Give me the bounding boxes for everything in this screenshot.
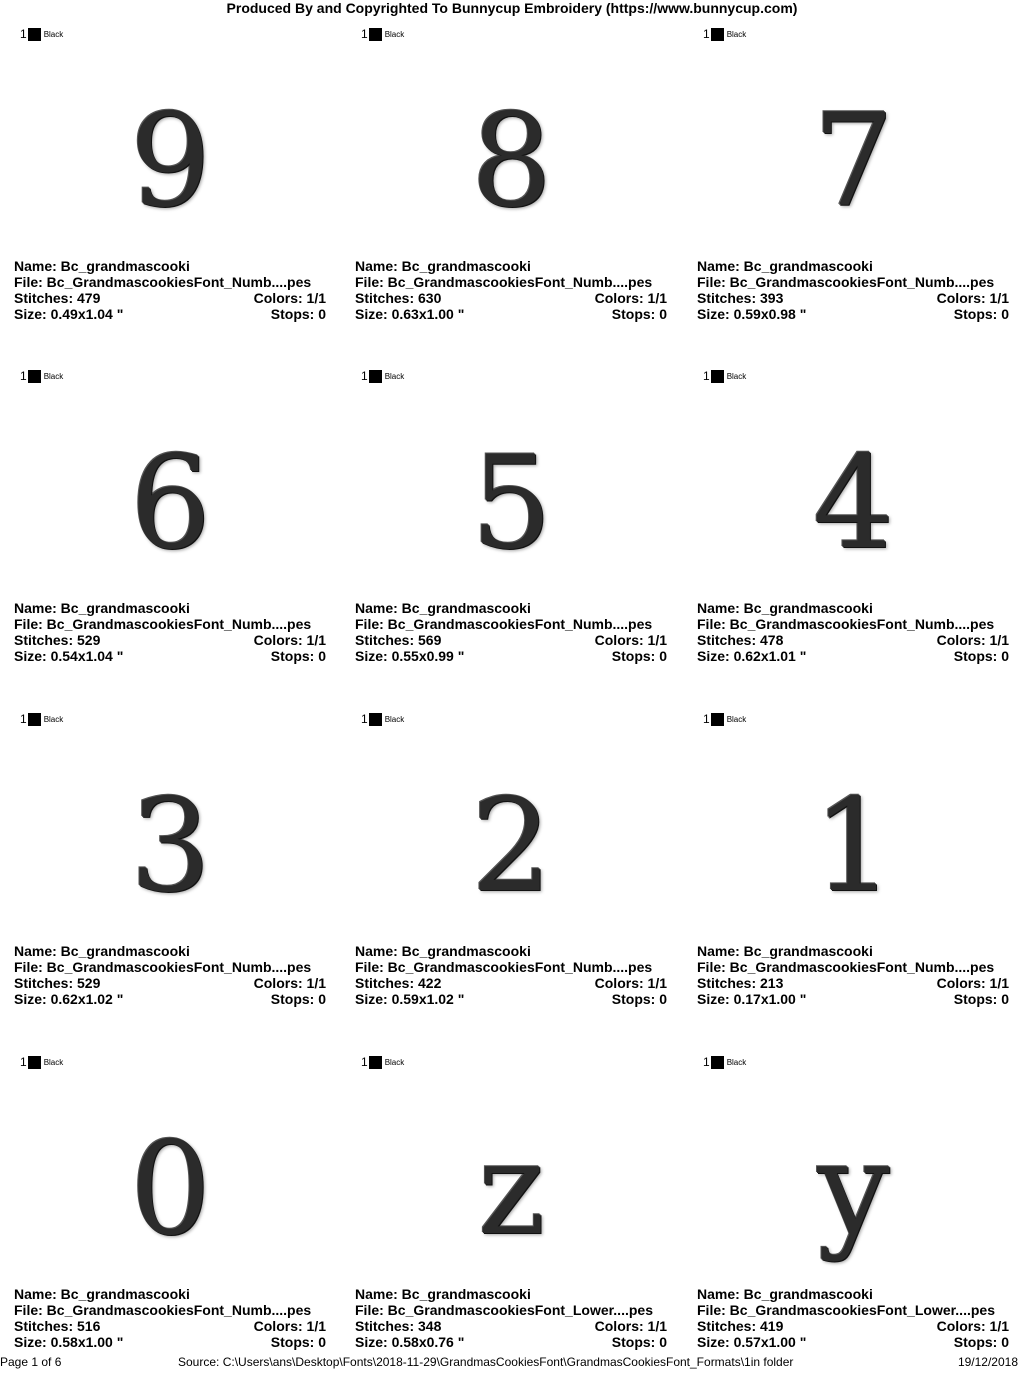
color-swatch-row <box>20 712 63 726</box>
color-swatch-row <box>703 712 746 726</box>
design-info <box>355 600 667 664</box>
design-stitches: Stitches: 479 <box>14 290 101 306</box>
swatch-color-name: Black <box>384 29 405 39</box>
swatch-number: 1 <box>361 1055 368 1069</box>
design-name: Name: Bc_grandmascooki <box>14 258 190 274</box>
design-colors: Colors: 1/1 <box>253 975 326 991</box>
design-size: Size: 0.57x1.00 " <box>697 1334 807 1350</box>
design-colors: Colors: 1/1 <box>936 290 1009 306</box>
design-stitches: Stitches: 393 <box>697 290 784 306</box>
embroidery-glyph: 9 <box>129 87 212 236</box>
color-swatch-row <box>361 369 404 383</box>
design-colors: Colors: 1/1 <box>936 975 1009 991</box>
swatch-number: 1 <box>20 369 27 383</box>
page-number: Page 1 of 6 <box>0 1355 62 1369</box>
embroidery-glyph: 0 <box>129 1115 212 1264</box>
design-name: Name: Bc_grandmascooki <box>14 600 190 616</box>
color-swatch <box>711 1056 724 1069</box>
design-name: Name: Bc_grandmascooki <box>355 943 531 959</box>
design-info <box>697 1286 1009 1350</box>
swatch-color-name: Black <box>43 371 64 381</box>
swatch-color-name: Black <box>384 1057 405 1067</box>
design-file: File: Bc_GrandmascookiesFont_Lower....pes <box>697 1302 995 1318</box>
color-swatch <box>711 713 724 726</box>
design-cell <box>341 1050 682 1392</box>
swatch-color-name: Black <box>384 714 405 724</box>
design-colors: Colors: 1/1 <box>253 1318 326 1334</box>
embroidery-glyph: 6 <box>129 429 212 578</box>
design-cell <box>341 364 682 706</box>
design-stops: Stops: 0 <box>611 1334 667 1350</box>
design-cell <box>341 707 682 1049</box>
design-file: File: Bc_GrandmascookiesFont_Numb....pes <box>697 274 995 290</box>
design-file: File: Bc_GrandmascookiesFont_Numb....pes <box>697 616 995 632</box>
design-stitches: Stitches: 213 <box>697 975 784 991</box>
design-colors: Colors: 1/1 <box>594 290 667 306</box>
swatch-number: 1 <box>703 1055 710 1069</box>
embroidery-glyph: y <box>817 1115 890 1264</box>
design-info <box>355 258 667 322</box>
design-colors: Colors: 1/1 <box>936 1318 1009 1334</box>
design-colors: Colors: 1/1 <box>253 290 326 306</box>
embroidery-glyph: 2 <box>470 772 553 921</box>
color-swatch-row <box>361 1055 404 1069</box>
color-swatch <box>369 28 382 41</box>
design-size: Size: 0.59x1.02 " <box>355 991 465 1007</box>
design-colors: Colors: 1/1 <box>253 632 326 648</box>
design-colors: Colors: 1/1 <box>936 632 1009 648</box>
embroidery-glyph: 5 <box>470 429 553 578</box>
swatch-color-name: Black <box>43 1057 64 1067</box>
design-cell <box>0 22 341 364</box>
design-name: Name: Bc_grandmascooki <box>697 258 873 274</box>
color-swatch-row <box>361 712 404 726</box>
swatch-number: 1 <box>20 1055 27 1069</box>
design-stops: Stops: 0 <box>270 306 326 322</box>
design-size: Size: 0.62x1.01 " <box>697 648 807 664</box>
design-name: Name: Bc_grandmascooki <box>14 1286 190 1302</box>
color-swatch-row <box>20 369 63 383</box>
design-info <box>14 258 326 322</box>
design-cell <box>341 22 682 364</box>
design-stops: Stops: 0 <box>611 648 667 664</box>
design-size: Size: 0.63x1.00 " <box>355 306 465 322</box>
swatch-color-name: Black <box>726 1057 747 1067</box>
design-info <box>14 943 326 1007</box>
color-swatch-row <box>703 27 746 41</box>
design-stitches: Stitches: 529 <box>14 632 101 648</box>
embroidery-glyph: 3 <box>129 772 212 921</box>
design-stops: Stops: 0 <box>611 991 667 1007</box>
design-stops: Stops: 0 <box>270 1334 326 1350</box>
embroidery-glyph: 8 <box>470 87 553 236</box>
design-stitches: Stitches: 422 <box>355 975 442 991</box>
design-size: Size: 0.59x0.98 " <box>697 306 807 322</box>
swatch-number: 1 <box>361 369 368 383</box>
design-file: File: Bc_GrandmascookiesFont_Numb....pes <box>14 959 312 975</box>
design-colors: Colors: 1/1 <box>594 632 667 648</box>
design-name: Name: Bc_grandmascooki <box>14 943 190 959</box>
swatch-number: 1 <box>361 712 368 726</box>
design-stops: Stops: 0 <box>953 648 1009 664</box>
embroidery-glyph: z <box>477 1115 546 1264</box>
design-stitches: Stitches: 569 <box>355 632 442 648</box>
design-file: File: Bc_GrandmascookiesFont_Numb....pes <box>355 616 653 632</box>
design-size: Size: 0.49x1.04 " <box>14 306 124 322</box>
page-footer <box>0 1354 1024 1370</box>
design-size: Size: 0.55x0.99 " <box>355 648 465 664</box>
design-name: Name: Bc_grandmascooki <box>355 600 531 616</box>
design-stops: Stops: 0 <box>270 991 326 1007</box>
design-size: Size: 0.58x0.76 " <box>355 1334 465 1350</box>
design-stitches: Stitches: 630 <box>355 290 442 306</box>
design-name: Name: Bc_grandmascooki <box>697 943 873 959</box>
swatch-color-name: Black <box>43 29 64 39</box>
design-cell <box>0 1050 341 1392</box>
swatch-color-name: Black <box>384 371 405 381</box>
design-name: Name: Bc_grandmascooki <box>355 1286 531 1302</box>
design-cell <box>683 364 1024 706</box>
color-swatch <box>369 713 382 726</box>
design-name: Name: Bc_grandmascooki <box>697 600 873 616</box>
page-header: Produced By and Copyrighted To Bunnycup Embroidery (https://www.bunnycup.com) <box>226 0 798 16</box>
design-info <box>14 1286 326 1350</box>
design-file: File: Bc_GrandmascookiesFont_Numb....pes <box>697 959 995 975</box>
print-date: 19/12/2018 <box>957 1355 1018 1369</box>
design-colors: Colors: 1/1 <box>594 1318 667 1334</box>
swatch-number: 1 <box>361 27 368 41</box>
design-size: Size: 0.17x1.00 " <box>697 991 807 1007</box>
embroidery-glyph: 1 <box>812 772 895 921</box>
source-path: Source: C:\Users\ans\Desktop\Fonts\2018-11-29\GrandmasCookiesFont\GrandmasCookiesFont_Formats\1in folder <box>178 1355 794 1369</box>
design-info <box>14 600 326 664</box>
design-cell <box>683 707 1024 1049</box>
color-swatch-row <box>703 1055 746 1069</box>
design-stitches: Stitches: 478 <box>697 632 784 648</box>
swatch-number: 1 <box>703 369 710 383</box>
design-cell <box>0 364 341 706</box>
swatch-color-name: Black <box>726 714 747 724</box>
design-info <box>355 943 667 1007</box>
swatch-color-name: Black <box>726 371 747 381</box>
design-stops: Stops: 0 <box>953 1334 1009 1350</box>
design-size: Size: 0.54x1.04 " <box>14 648 124 664</box>
color-swatch <box>28 1056 41 1069</box>
color-swatch <box>369 1056 382 1069</box>
color-swatch <box>711 28 724 41</box>
design-stitches: Stitches: 419 <box>697 1318 784 1334</box>
design-file: File: Bc_GrandmascookiesFont_Numb....pes <box>14 274 312 290</box>
design-stops: Stops: 0 <box>953 306 1009 322</box>
color-swatch-row <box>361 27 404 41</box>
color-swatch-row <box>20 27 63 41</box>
design-size: Size: 0.62x1.02 " <box>14 991 124 1007</box>
color-swatch-row <box>20 1055 63 1069</box>
color-swatch <box>28 370 41 383</box>
design-name: Name: Bc_grandmascooki <box>697 1286 873 1302</box>
swatch-color-name: Black <box>726 29 747 39</box>
design-file: File: Bc_GrandmascookiesFont_Numb....pes <box>355 959 653 975</box>
color-swatch <box>711 370 724 383</box>
design-cell <box>683 22 1024 364</box>
swatch-number: 1 <box>703 712 710 726</box>
embroidery-glyph: 4 <box>812 429 895 578</box>
design-file: File: Bc_GrandmascookiesFont_Lower....pes <box>355 1302 653 1318</box>
swatch-color-name: Black <box>43 714 64 724</box>
design-stops: Stops: 0 <box>611 306 667 322</box>
design-info <box>355 1286 667 1350</box>
design-colors: Colors: 1/1 <box>594 975 667 991</box>
embroidery-glyph: 7 <box>812 87 895 236</box>
design-stitches: Stitches: 516 <box>14 1318 101 1334</box>
design-file: File: Bc_GrandmascookiesFont_Numb....pes <box>355 274 653 290</box>
design-info <box>697 600 1009 664</box>
design-stops: Stops: 0 <box>953 991 1009 1007</box>
design-info <box>697 258 1009 322</box>
design-file: File: Bc_GrandmascookiesFont_Numb....pes <box>14 616 312 632</box>
color-swatch <box>28 713 41 726</box>
color-swatch <box>369 370 382 383</box>
color-swatch <box>28 28 41 41</box>
design-stitches: Stitches: 529 <box>14 975 101 991</box>
design-stitches: Stitches: 348 <box>355 1318 442 1334</box>
swatch-number: 1 <box>703 27 710 41</box>
design-info <box>697 943 1009 1007</box>
color-swatch-row <box>703 369 746 383</box>
swatch-number: 1 <box>20 27 27 41</box>
design-name: Name: Bc_grandmascooki <box>355 258 531 274</box>
design-cell <box>683 1050 1024 1392</box>
design-size: Size: 0.58x1.00 " <box>14 1334 124 1350</box>
design-cell <box>0 707 341 1049</box>
design-file: File: Bc_GrandmascookiesFont_Numb....pes <box>14 1302 312 1318</box>
design-stops: Stops: 0 <box>270 648 326 664</box>
swatch-number: 1 <box>20 712 27 726</box>
